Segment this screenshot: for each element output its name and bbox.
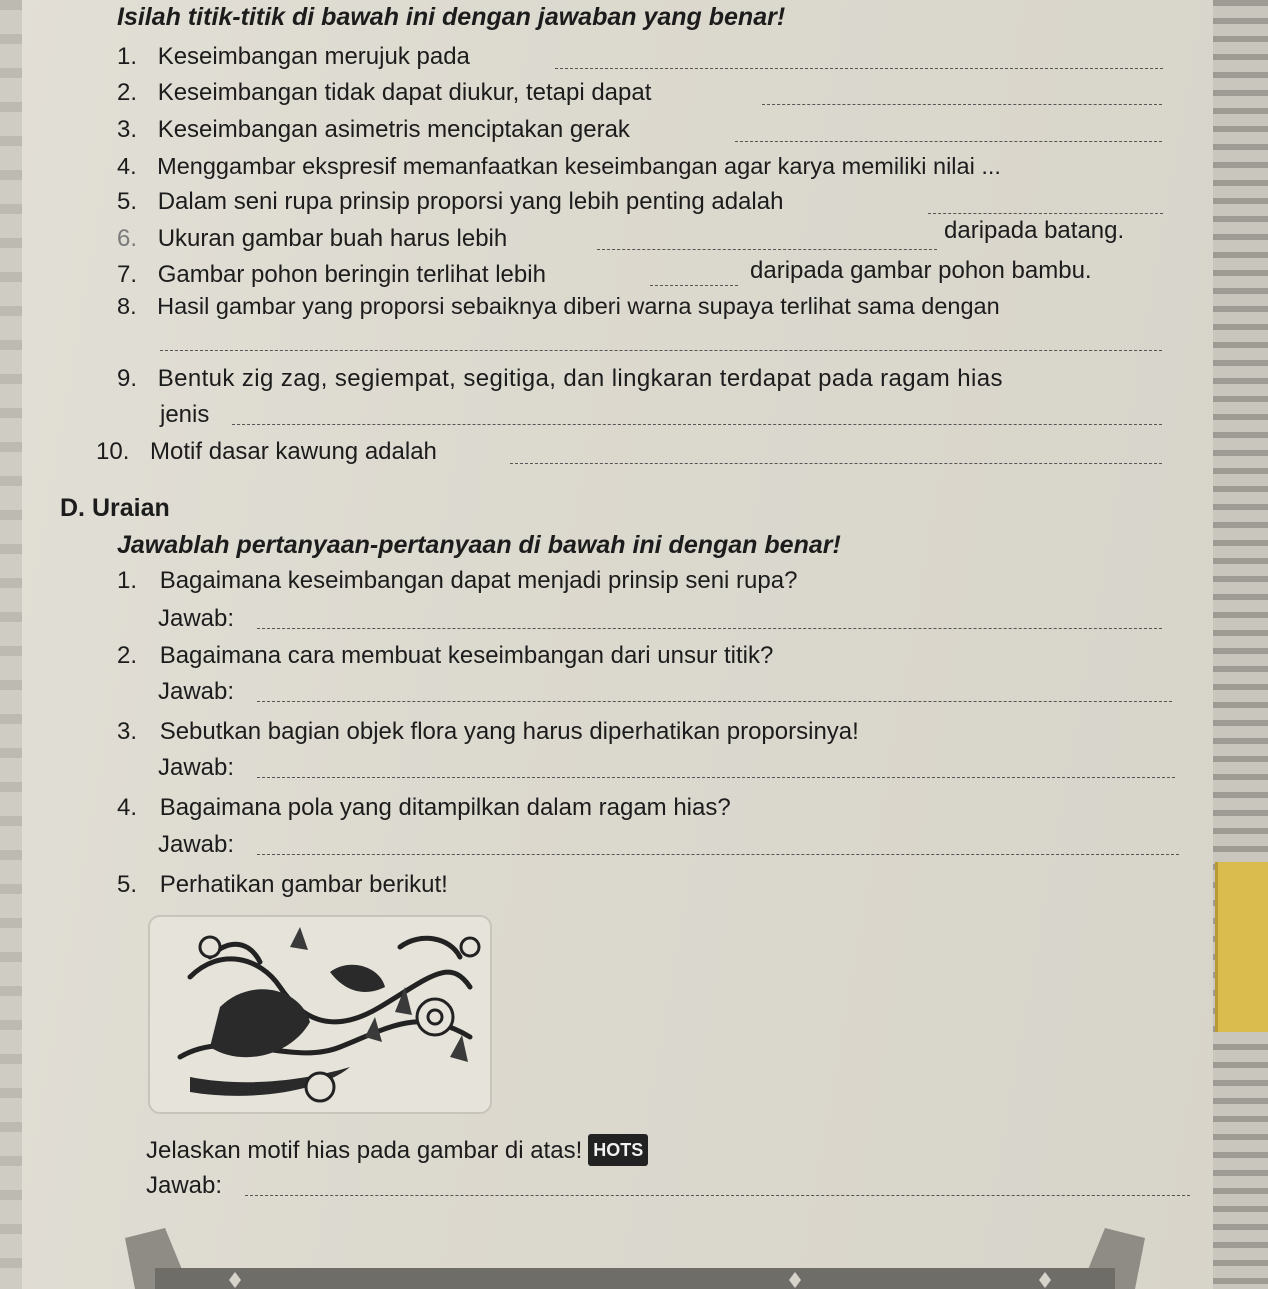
yellow-page-tab (1215, 862, 1268, 1032)
uraian-instruction: Jawablah pertanyaan-pertanyaan di bawah ini dengan benar! (117, 531, 841, 559)
isian-item-8 (117, 291, 1000, 321)
section-heading: D. Uraian (60, 494, 170, 522)
answer-line[interactable] (928, 213, 1163, 214)
isian-item-5 (117, 187, 783, 217)
item-text: Gambar pohon beringin terlihat lebih (157, 261, 546, 288)
isian-item-4 (117, 151, 1001, 181)
item-number: 8. (117, 293, 137, 319)
item-text: Keseimbangan merujuk pada (157, 43, 470, 70)
floral-ornament-illustration (150, 917, 490, 1112)
page-left-edge (0, 0, 22, 1289)
item-number: 3. (117, 116, 138, 143)
question-number: 5. (117, 871, 138, 898)
question-text: Sebutkan bagian objek flora yang harus diperhatikan proporsinya! (159, 718, 859, 745)
answer-line[interactable] (257, 628, 1162, 629)
item-6-tail: daripada batang. (944, 217, 1125, 244)
uraian-question-4 (117, 793, 731, 823)
final-question (146, 1134, 648, 1166)
answer-label: Jawab: (158, 678, 235, 705)
question-text: Perhatikan gambar berikut! (159, 871, 448, 898)
final-question-text: Jelaskan motif hias pada gambar di atas! (146, 1137, 583, 1164)
item-text: Dalam seni rupa prinsip proporsi yang lebih penting adalah (157, 188, 784, 215)
isian-instruction: Isilah titik-titik di bawah ini dengan jawaban yang benar! (117, 3, 786, 31)
item-number: 6. (117, 225, 138, 252)
item-text: Motif dasar kawung adalah (150, 438, 437, 465)
isian-item-7 (117, 260, 546, 290)
answer-line[interactable] (257, 777, 1175, 778)
isian-item-1 (117, 42, 470, 72)
answer-label: Jawab: (158, 754, 235, 781)
answer-line[interactable] (257, 854, 1179, 855)
question-text: Bagaimana cara membuat keseimbangan dari unsur titik? (159, 642, 774, 669)
question-number: 1. (117, 567, 138, 594)
isian-item-6 (117, 224, 507, 254)
question-text: Bagaimana pola yang ditampilkan dalam ragam hias? (159, 794, 731, 821)
answer-line[interactable] (257, 701, 1172, 702)
bottom-banner-decoration (95, 1228, 1175, 1289)
hots-badge: HOTS (588, 1134, 648, 1166)
answer-line[interactable] (245, 1195, 1190, 1196)
item-number: 7. (117, 261, 138, 288)
answer-line[interactable] (650, 285, 738, 286)
item-number: 10. (96, 438, 130, 465)
item-number: 5. (117, 188, 138, 215)
isian-item-3 (117, 115, 630, 145)
answer-label: Jawab: (146, 1172, 223, 1199)
answer-line[interactable] (232, 424, 1162, 425)
item-text: Hasil gambar yang proporsi sebaiknya diberi warna supaya terlihat sama dengan (157, 293, 1000, 319)
item-text: Ukuran gambar buah harus lebih (157, 225, 508, 252)
isian-item-10 (96, 437, 437, 467)
uraian-question-3 (117, 717, 859, 747)
answer-line[interactable] (735, 141, 1162, 142)
isian-item-2 (117, 78, 651, 108)
item-text: Bentuk zig zag, segiempat, segitiga, dan lingkaran terdapat pada ragam hias (157, 365, 1003, 392)
ragam-hias-image (148, 915, 492, 1114)
item-number: 1. (117, 43, 138, 70)
uraian-question-2 (117, 641, 773, 671)
answer-line[interactable] (555, 68, 1163, 69)
question-number: 2. (117, 642, 138, 669)
item-text: Keseimbangan tidak dapat diukur, tetapi dapat (157, 79, 652, 106)
uraian-question-1 (117, 566, 797, 596)
item-text: Menggambar ekspresif memanfaatkan keseimbangan agar karya memiliki nilai ... (157, 153, 1001, 179)
answer-label: Jawab: (158, 605, 235, 632)
uraian-question-5 (117, 870, 448, 900)
item-number: 9. (117, 365, 138, 392)
item-number: 2. (117, 79, 138, 106)
question-text: Bagaimana keseimbangan dapat menjadi prinsip seni rupa? (159, 567, 798, 594)
book-spine-edge (1213, 0, 1268, 1289)
item-text: Keseimbangan asimetris menciptakan gerak (157, 116, 630, 143)
answer-line[interactable] (597, 249, 937, 250)
item-7-tail: daripada gambar pohon bambu. (750, 257, 1092, 284)
question-number: 3. (117, 718, 138, 745)
question-number: 4. (117, 794, 138, 821)
answer-line[interactable] (762, 104, 1162, 105)
isian-item-9 (117, 364, 1003, 394)
answer-label: Jawab: (158, 831, 235, 858)
item-9-continuation: jenis (160, 401, 210, 428)
answer-line[interactable] (510, 463, 1162, 464)
answer-line[interactable] (160, 350, 1162, 351)
item-number: 4. (117, 153, 137, 179)
